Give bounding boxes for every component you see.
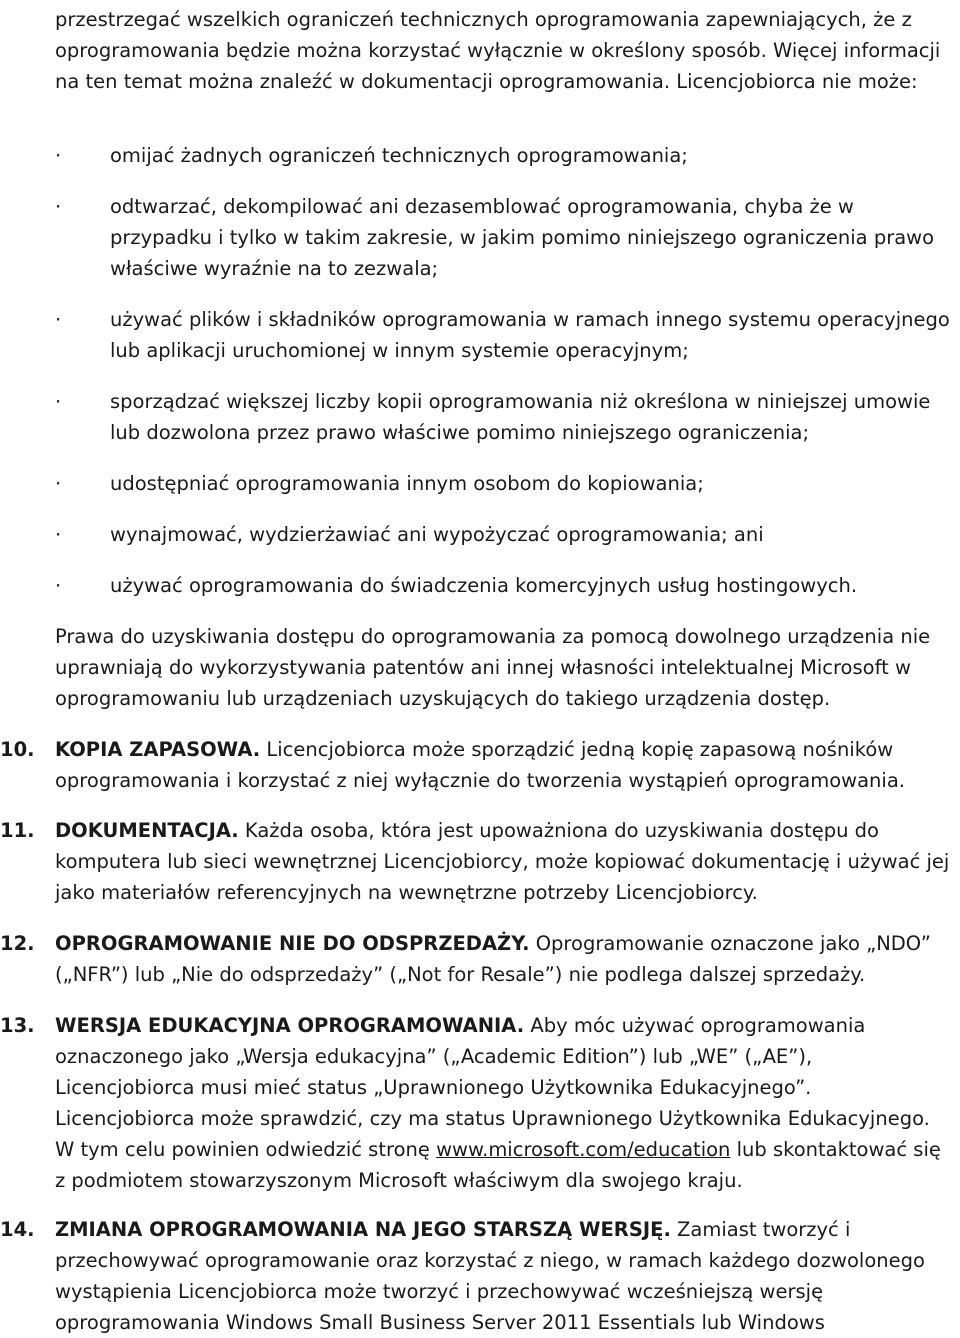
list-item: [55, 386, 955, 448]
section-text: lub skontaktować się z podmiotem stowarzyszonym Microsoft właściwym dla swojego kraju.: [55, 1138, 941, 1192]
bullet-marker: ·: [55, 308, 62, 331]
list-item-text: udostępniać oprogramowania innym osobom do kopiowania;: [110, 472, 704, 495]
bullet-marker: ·: [55, 390, 62, 413]
section-number: 14.: [0, 1218, 35, 1241]
section-text: Każda osoba, która jest upoważniona do uzyskiwania dostępu do komputera lub sieci wewnętrznej Licencjobiorcy, może kopiować dokumentację i używać jej jako materiałów referencyjnych na wewnętrzne potrzeby Licencjobiorcy.: [55, 819, 950, 904]
section-body: [55, 928, 955, 990]
list-item-text: wynajmować, wydzierżawiać ani wypożyczać oprogramowania; ani: [110, 523, 764, 546]
list-item-text: używać plików i składników oprogramowania w ramach innego systemu operacyjnego lub aplikacji uruchomionej w innym systemie operacyjnym;: [110, 308, 950, 362]
section-text: Oprogramowanie oznaczone jako „NDO” („NFR”) lub „Nie do odsprzedaży” („Not for Resale”) nie podlega dalszej sprzedaży.: [55, 932, 931, 986]
section-title: ZMIANA OPROGRAMOWANIA NA JEGO STARSZĄ WERSJĘ.: [55, 1218, 671, 1241]
section-title: KOPIA ZAPASOWA.: [55, 738, 261, 761]
education-link[interactable]: www.microsoft.com/education: [436, 1138, 731, 1161]
list-item: [55, 304, 955, 366]
section-title: WERSJA EDUKACYJNA OPROGRAMOWANIA.: [55, 1014, 525, 1037]
section-text: Licencjobiorca może sporządzić jedną kopię zapasową nośników oprogramowania i korzystać z niej wyłącznie do tworzenia wystąpień oprogramowania.: [55, 738, 905, 792]
list-item: [55, 140, 955, 171]
list-item: [55, 519, 955, 550]
list-item: [55, 468, 955, 499]
rights-paragraph: Prawa do uzyskiwania dostępu do oprogramowania za pomocą dowolnego urządzenia nie uprawniają do wykorzystywania patentów ani innej własności intelektualnej Microsoft w oprogramowaniu lub urządzeniach uzyskujących do takiego urządzenia dostęp.: [55, 625, 931, 710]
section-text: Zamiast tworzyć i przechowywać oprogramowanie oraz korzystać z niego, w ramach każdego dozwolonego wystąpienia Licencjobiorca może tworzyć i przechowywać wcześniejszą wersję oprogramowania Windows Small Business Server 2011 Essentials lub Windows: [55, 1218, 925, 1334]
intro-paragraph: przestrzegać wszelkich ograniczeń technicznych oprogramowania zapewniających, że z oprogramowania będzie można korzystać wyłącznie w określony sposób. Więcej informacji na ten temat można znaleźć w dokumentacji oprogramowania. Licencjobiorca nie może:: [55, 8, 941, 93]
section-text: Aby móc używać oprogramowania oznaczonego jako „Wersja edukacyjna” („Academic Edition”) lub „WE” („AE”), Licencjobiorca musi mieć status „Uprawnionego Użytkownika Edukacyjnego”. Licencjobiorca może sprawdzić, czy ma status Uprawnionego Użytkownika Edukacyjnego. W tym celu powinien odwiedzić stronę: [55, 1014, 930, 1161]
bullet-marker: ·: [55, 472, 62, 495]
list-item-text: używać oprogramowania do świadczenia komercyjnych usług hostingowych.: [110, 574, 858, 597]
section-title: OPROGRAMOWANIE NIE DO ODSPRZEDAŻY.: [55, 932, 530, 955]
list-item: [55, 570, 955, 601]
restrictions-list: [55, 140, 955, 621]
section-body: [55, 734, 955, 796]
list-item-text: odtwarzać, dekompilować ani dezasemblować oprogramowania, chyba że w przypadku i tylko w takim zakresie, w jakim pomimo niniejszego ograniczenia prawo właściwe wyraźnie na to zezwala;: [110, 195, 935, 280]
list-item-text: sporządzać większej liczby kopii oprogramowania niż określona w niniejszej umowie lub dozwolona przez prawo właściwe pomimo niniejszego ograniczenia;: [110, 390, 931, 444]
bullet-marker: ·: [55, 574, 62, 597]
section-body: [55, 815, 955, 908]
section-number: 11.: [0, 819, 35, 842]
list-item: [55, 191, 955, 284]
bullet-marker: ·: [55, 195, 62, 218]
bullet-marker: ·: [55, 144, 62, 167]
section-number: 12.: [0, 932, 35, 955]
section-number: 13.: [0, 1014, 35, 1037]
list-item-text: omijać żadnych ograniczeń technicznych oprogramowania;: [110, 144, 688, 167]
section-number: 10.: [0, 738, 35, 761]
section-title: DOKUMENTACJA.: [55, 819, 239, 842]
section-body: [55, 1214, 955, 1338]
bullet-marker: ·: [55, 523, 62, 546]
section-body: [55, 1010, 955, 1196]
